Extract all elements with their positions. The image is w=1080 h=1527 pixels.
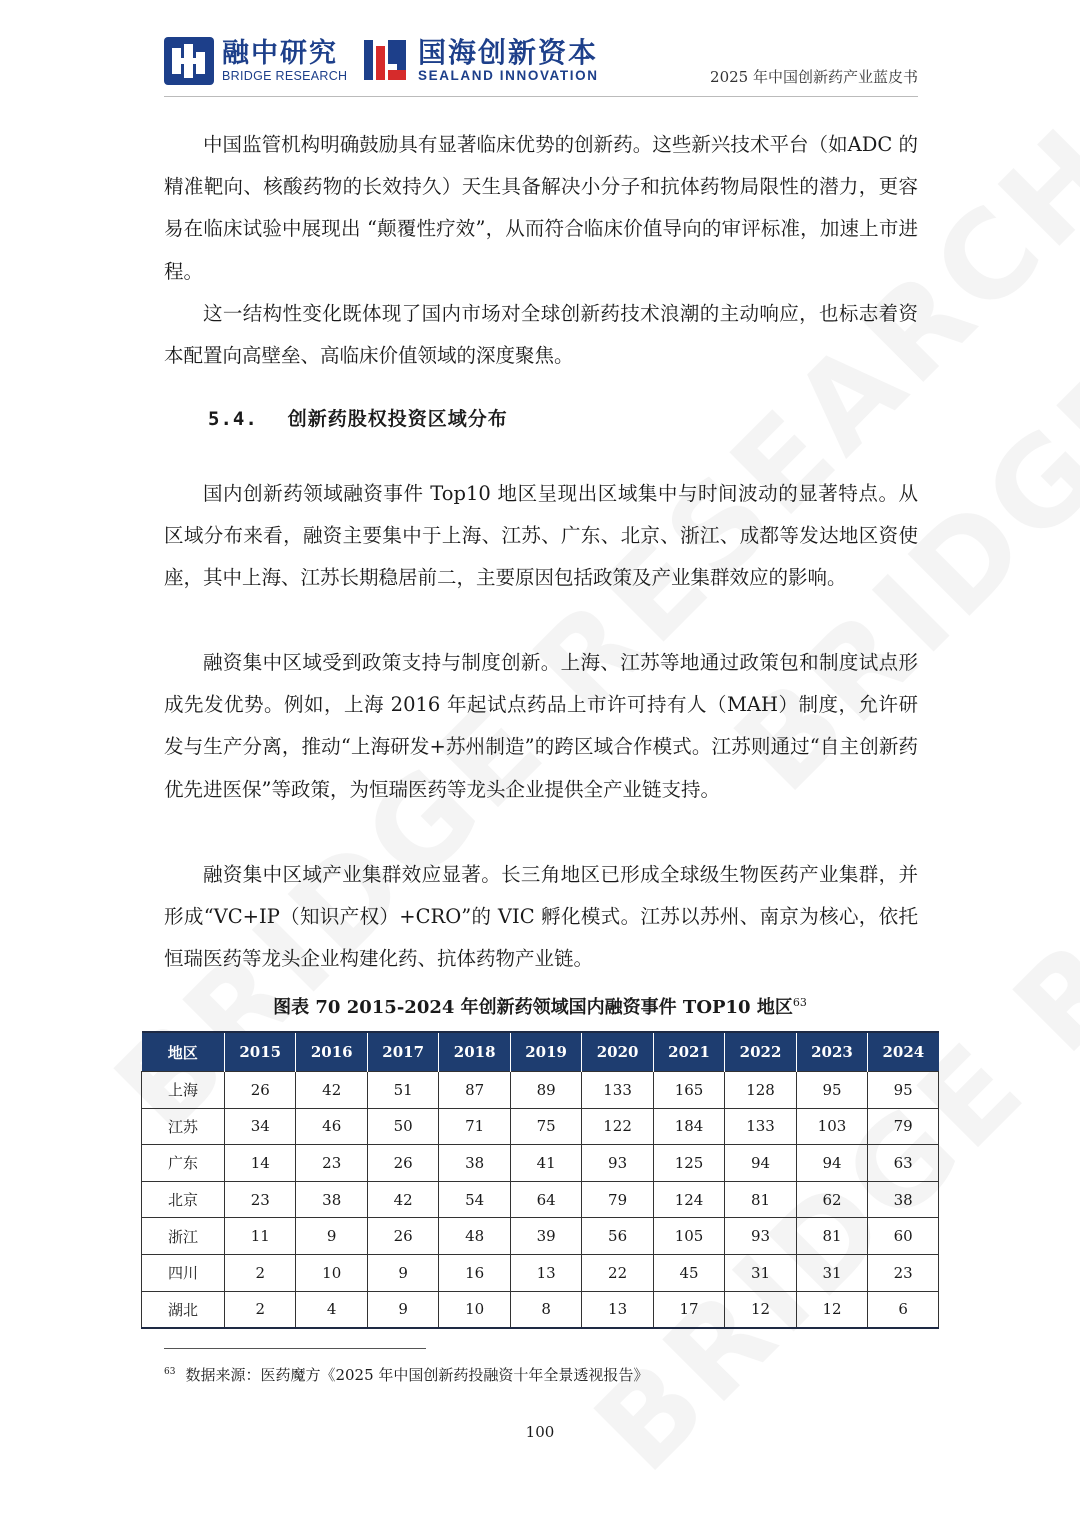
value-cell: 8	[510, 1291, 581, 1328]
value-cell: 2	[225, 1254, 296, 1291]
logo1-chinese-name: 融中研究	[222, 38, 338, 69]
header-year: 2021	[653, 1032, 724, 1072]
header-divider	[164, 96, 918, 97]
table-caption	[0, 993, 1080, 1019]
document-title: 2025 年中国创新药产业蓝皮书	[710, 68, 918, 86]
value-cell: 41	[510, 1145, 581, 1182]
value-cell: 42	[296, 1072, 367, 1109]
value-cell: 34	[225, 1108, 296, 1145]
value-cell: 2	[225, 1291, 296, 1328]
value-cell: 38	[439, 1145, 510, 1182]
footnote-ref: 63	[164, 1367, 176, 1377]
sealand-innovation-logo-icon	[362, 36, 408, 84]
value-cell: 89	[510, 1072, 581, 1109]
value-cell: 22	[582, 1254, 653, 1291]
value-cell: 95	[868, 1072, 939, 1109]
value-cell: 9	[367, 1291, 438, 1328]
region-cell: 湖北	[142, 1291, 225, 1328]
value-cell: 6	[868, 1291, 939, 1328]
table-header-row	[142, 1032, 939, 1072]
value-cell: 165	[653, 1072, 724, 1109]
value-cell: 94	[725, 1145, 796, 1182]
value-cell: 39	[510, 1218, 581, 1255]
value-cell: 31	[796, 1254, 867, 1291]
header-region: 地区	[142, 1032, 225, 1072]
value-cell: 128	[725, 1072, 796, 1109]
value-cell: 79	[868, 1108, 939, 1145]
region-cell: 上海	[142, 1072, 225, 1109]
header-year: 2022	[725, 1032, 796, 1072]
section-heading	[208, 404, 508, 431]
region-cell: 四川	[142, 1254, 225, 1291]
value-cell: 124	[653, 1181, 724, 1218]
value-cell: 71	[439, 1108, 510, 1145]
value-cell: 133	[725, 1108, 796, 1145]
value-cell: 13	[510, 1254, 581, 1291]
value-cell: 75	[510, 1108, 581, 1145]
header-year: 2016	[296, 1032, 367, 1072]
value-cell: 94	[796, 1145, 867, 1182]
value-cell: 26	[367, 1218, 438, 1255]
value-cell: 17	[653, 1291, 724, 1328]
financing-events-table	[141, 1031, 939, 1329]
value-cell: 12	[725, 1291, 796, 1328]
section-title: 创新药股权投资区域分布	[287, 408, 508, 430]
sealand-innovation-logo	[362, 34, 599, 86]
bridge-research-logo	[164, 36, 347, 86]
value-cell: 13	[582, 1291, 653, 1328]
value-cell: 9	[367, 1254, 438, 1291]
header-year: 2023	[796, 1032, 867, 1072]
value-cell: 50	[367, 1108, 438, 1145]
table-row	[142, 1291, 939, 1328]
value-cell: 46	[296, 1108, 367, 1145]
value-cell: 103	[796, 1108, 867, 1145]
table-row	[142, 1108, 939, 1145]
section-number: 5.4.	[208, 408, 258, 430]
page-header	[164, 32, 918, 90]
value-cell: 87	[439, 1072, 510, 1109]
value-cell: 23	[868, 1254, 939, 1291]
caption-footnote-ref: 63	[792, 996, 807, 1009]
table-row	[142, 1254, 939, 1291]
value-cell: 62	[796, 1181, 867, 1218]
value-cell: 63	[868, 1145, 939, 1182]
region-cell: 浙江	[142, 1218, 225, 1255]
bridge-research-logo-icon	[164, 37, 214, 85]
value-cell: 60	[868, 1218, 939, 1255]
value-cell: 16	[439, 1254, 510, 1291]
logo2-chinese-name: 国海创新资本	[418, 36, 599, 69]
value-cell: 26	[225, 1072, 296, 1109]
value-cell: 56	[582, 1218, 653, 1255]
footnote-divider	[164, 1348, 426, 1349]
value-cell: 45	[653, 1254, 724, 1291]
value-cell: 31	[725, 1254, 796, 1291]
paragraph-2: 这一结构性变化既体现了国内市场对全球创新药技术浪潮的主动响应，也标志着资本配置向高壁垒、高临床价值领域的深度聚焦。	[164, 302, 918, 368]
paragraph-5: 融资集中区域产业集群效应显著。长三角地区已形成全球级生物医药产业集群，并形成“VC+IP（知识产权）+CRO”的 VIC 孵化模式。江苏以苏州、南京为核心，依托恒瑞医药等龙头企业构建化药、抗体药物产业链。	[164, 863, 918, 971]
value-cell: 54	[439, 1181, 510, 1218]
region-cell: 广东	[142, 1145, 225, 1182]
value-cell: 184	[653, 1108, 724, 1145]
header-year: 2017	[367, 1032, 438, 1072]
header-year: 2024	[868, 1032, 939, 1072]
footnote-text: 数据来源：医药魔方《2025 年中国创新药投融资十年全景透视报告》	[185, 1366, 649, 1384]
value-cell: 38	[868, 1181, 939, 1218]
value-cell: 42	[367, 1181, 438, 1218]
region-cell: 北京	[142, 1181, 225, 1218]
value-cell: 79	[582, 1181, 653, 1218]
header-year: 2019	[510, 1032, 581, 1072]
paragraph-1: 中国监管机构明确鼓励具有显著临床优势的创新药。这些新兴技术平台（如ADC 的精准靶向、核酸药物的长效持久）天生具备解决小分子和抗体药物局限性的潜力，更容易在临床试验中展现出 “颠覆性疗效”，从而符合临床价值导向的审评标准，加速上市进程。	[164, 133, 918, 283]
region-cell: 江苏	[142, 1108, 225, 1145]
value-cell: 93	[582, 1145, 653, 1182]
caption-text: 图表 70 2015-2024 年创新药领域国内融资事件 TOP10 地区	[273, 997, 793, 1018]
value-cell: 133	[582, 1072, 653, 1109]
logo2-english-name: SEALAND INNOVATION	[418, 68, 599, 83]
value-cell: 10	[439, 1291, 510, 1328]
value-cell: 11	[225, 1218, 296, 1255]
page-number: 100	[525, 1423, 555, 1441]
value-cell: 64	[510, 1181, 581, 1218]
value-cell: 125	[653, 1145, 724, 1182]
table-row	[142, 1072, 939, 1109]
table-row	[142, 1145, 939, 1182]
value-cell: 93	[725, 1218, 796, 1255]
value-cell: 48	[439, 1218, 510, 1255]
value-cell: 9	[296, 1218, 367, 1255]
table-row	[142, 1218, 939, 1255]
value-cell: 12	[796, 1291, 867, 1328]
value-cell: 105	[653, 1218, 724, 1255]
value-cell: 51	[367, 1072, 438, 1109]
value-cell: 81	[725, 1181, 796, 1218]
value-cell: 10	[296, 1254, 367, 1291]
table-row	[142, 1181, 939, 1218]
header-year: 2015	[225, 1032, 296, 1072]
value-cell: 14	[225, 1145, 296, 1182]
header-year: 2018	[439, 1032, 510, 1072]
value-cell: 4	[296, 1291, 367, 1328]
value-cell: 26	[367, 1145, 438, 1182]
footnote	[164, 1364, 648, 1385]
value-cell: 23	[225, 1181, 296, 1218]
logo1-english-name: BRIDGE RESEARCH	[222, 69, 348, 83]
value-cell: 81	[796, 1218, 867, 1255]
paragraph-3: 国内创新药领域融资事件 Top10 地区呈现出区域集中与时间波动的显著特点。从区域分布来看，融资主要集中于上海、江苏、广东、北京、浙江、成都等发达地区资使座，其中上海、江苏长期稳居前二，主要原因包括政策及产业集群效应的影响。	[164, 482, 918, 590]
paragraph-4: 融资集中区域受到政策支持与制度创新。上海、江苏等地通过政策包和制度试点形成先发优势。例如，上海 2016 年起试点药品上市许可持有人（MAH）制度，允许研发与生产分离，推动“上海研发+苏州制造”的跨区域合作模式。江苏则通过“自主创新药优先进医保”等政策，为恒瑞医药等龙头企业提供全产业链支持。	[164, 651, 918, 801]
value-cell: 122	[582, 1108, 653, 1145]
value-cell: 23	[296, 1145, 367, 1182]
header-year: 2020	[582, 1032, 653, 1072]
value-cell: 95	[796, 1072, 867, 1109]
value-cell: 38	[296, 1181, 367, 1218]
